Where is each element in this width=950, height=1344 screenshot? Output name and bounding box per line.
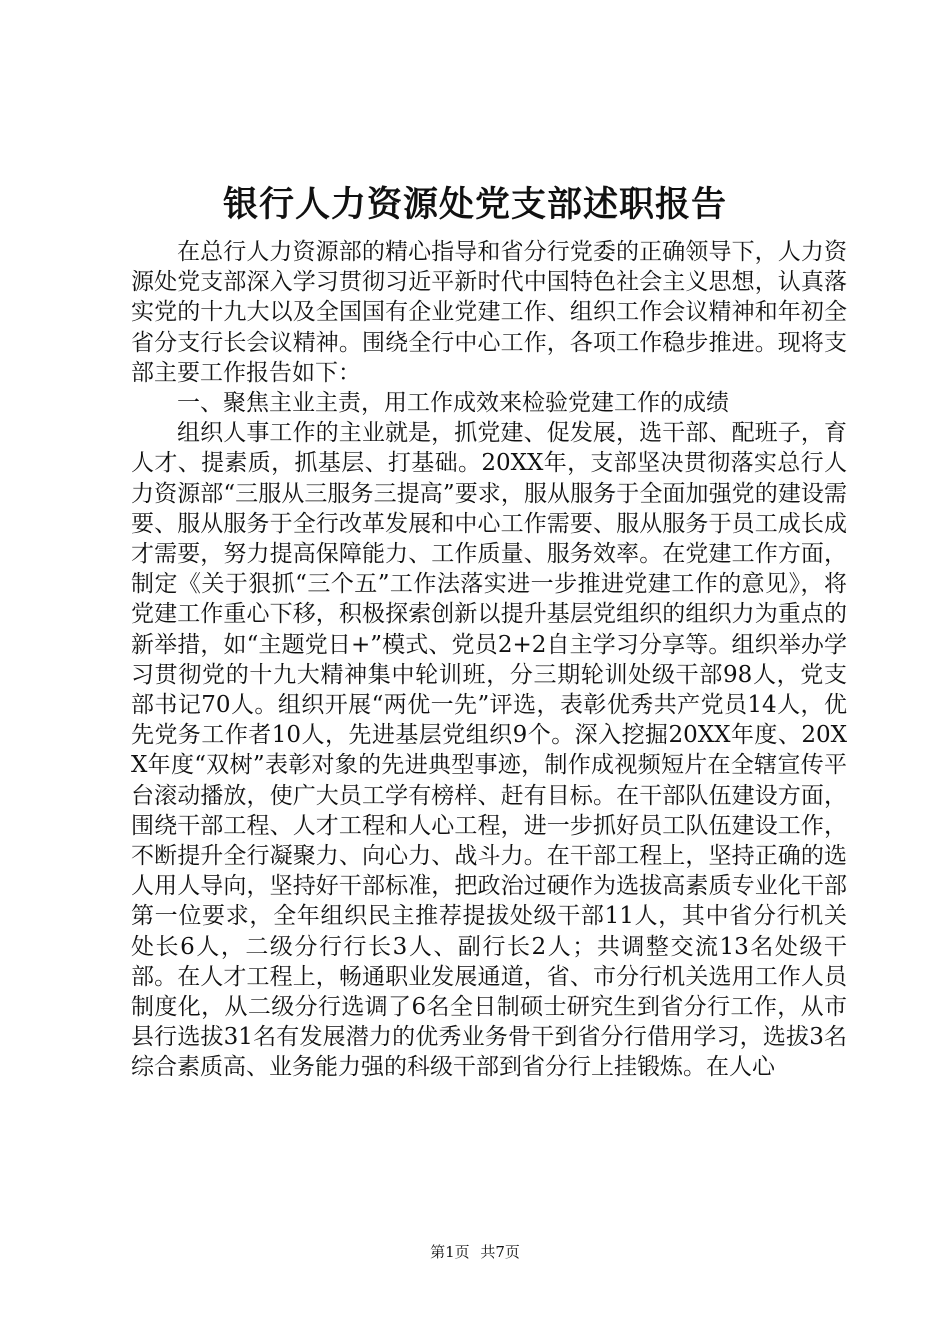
section-heading-1: 一、聚焦主业主责，用工作成效来检验党建工作的成绩 xyxy=(177,390,729,417)
intro-paragraph: 在总行人力资源部的精心指导和省分行党委的正确领导下，人力资源处党支部深入学习贯彻习近平新时代中国特色社会主义思想，认真落实党的十九大以及全国国有企业党建工作、组织工作会议精神和年初全省分支行长会议精神。围绕全行中心工作，各项工作稳步推进。现将支部主要工作报告如下： xyxy=(131,239,847,386)
document-body xyxy=(131,237,847,1083)
page-total: 共7页 xyxy=(480,1243,520,1261)
document-title: 银行人力资源处党支部述职报告 xyxy=(222,184,727,225)
page-number: 第1页 xyxy=(430,1243,470,1261)
body-paragraph: 组织人事工作的主业就是，抓党建、促发展，选干部、配班子，育人才、提素质，抓基层、打基础。20XX年，支部坚决贯彻落实总行人力资源部“三服从三服务三提高”要求，服从服务于全面加强党的建设需要、服从服务于全行改革发展和中心工作需要、服从服务于员工成长成才需要，努力提高保障能力、工作质量、服务效率。在党建工作方面，制定《关于狠抓“三个五”工作法落实进一步推进党建工作的意见》，将党建工作重心下移，积极探索创新以提升基层党组织的组织力为重点的新举措，如“主题党日+”模式、党员2+2自主学习分享等。组织举办学习贯彻党的十九大精神集中轮训班，分三期轮训处级干部98人，党支部书记70人。组织开展“两优一先”评选，表彰优秀共产党员14人，优先党务工作者10人，先进基层党组织9个。深入挖掘20XX年度、20XX年度“双树”表彰对象的先进典型事迹，制作成视频短片在全辖宣传平台滚动播放，使广大员工学有榜样、赶有目标。在干部队伍建设方面，围绕干部工程、人才工程和人心工程，进一步抓好员工队伍建设工作，不断提升全行凝聚力、向心力、战斗力。在干部工程上，坚持正确的选人用人导向，坚持好干部标准，把政治过硬作为选拔高素质专业化干部第一位要求，全年组织民主推荐提拔处级干部11人，其中省分行机关处长6人，二级分行行长3人、副行长2人；共调整交流13名处级干部。在人才工程上，畅通职业发展通道，省、市分行机关选用工作人员制度化，从二级分行选调了6名全日制硕士研究生到省分行工作，从市县行选拔31名有发展潜力的优秀业务骨干到省分行借用学习，选拔3名综合素质高、业务能力强的科级干部到省分行上挂锻炼。在人心 xyxy=(131,420,847,1081)
page-footer xyxy=(0,1241,950,1263)
